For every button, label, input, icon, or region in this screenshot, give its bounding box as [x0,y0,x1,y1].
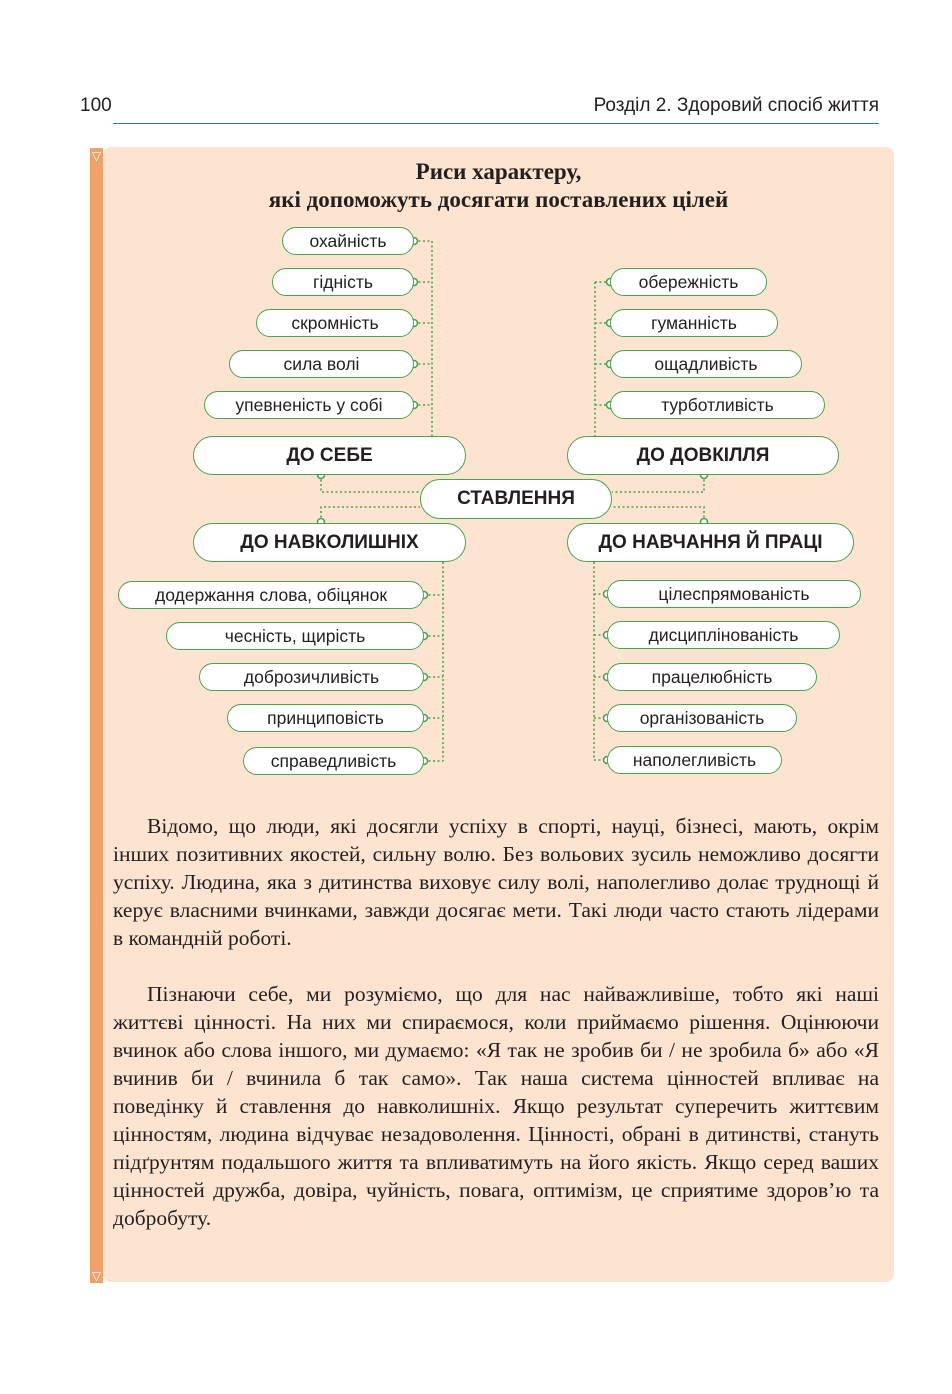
trait-pill: цілеспрямованість [607,580,861,608]
trait-pill: ощадливість [610,350,802,378]
hub-self: ДО СЕБЕ [193,436,466,475]
bar-top-marker-icon: ▽ [91,149,102,163]
paragraph: Пізнаючи себе, ми розуміємо, що для нас найважливіше, тобто які наші життєві цінності. На них ми спираємося, коли приймаємо рішення. Оцінюючи вчинок або слова іншого, ми думаємо: «Я так не зробив би / не зробила б» або «Я вчинив би / вчинила б так само». Так наша система цінностей впливає на поведінку й ставлення до навколишніх. Якщо результат суперечить життєвим цінностям, людина відчуває незадоволення. Цінності, обрані в дитинстві, стануть підґрунтям подальшого життя та впливатимуть на його якість. Якщо серед ваших цінностей дружба, довіра, чуйність, повага, оптимізм, це сприятиме здоров’ю та добробуту. [113,982,879,1230]
hub-others: ДО НАВКОЛИШНІХ [193,523,466,562]
trait-pill: дисциплінованість [607,621,840,649]
trait-pill: справедливість [243,747,424,775]
diagram-title-line1: Риси характеру, [415,159,582,184]
hub-environment: ДО ДОВКІЛЛЯ [567,436,839,475]
trait-pill: принциповість [227,704,424,732]
trait-pill: додержання слова, обіцянок [118,581,424,609]
trait-pill: організованість [607,704,797,732]
trait-pill: гідність [272,268,414,296]
trait-pill: охайність [282,227,414,255]
diagram-title-line2: які допоможуть досягати поставлених цілей [268,187,729,212]
trait-pill: гуманність [610,309,778,337]
trait-pill: турботливість [610,391,825,419]
hub-work: ДО НАВЧАННЯ Й ПРАЦІ [567,523,854,562]
trait-pill: обережність [610,268,767,296]
trait-pill: сила волі [229,350,414,378]
trait-pill: упевненість у собі [204,391,414,419]
trait-pill: працелюбність [607,663,817,691]
trait-pill: доброзичливість [199,663,424,691]
hub-center: СТАВЛЕННЯ [420,479,612,519]
bar-bottom-marker-icon: ▽ [91,1269,102,1283]
paragraph: Відомо, що люди, які досягли успіху в спорті, науці, бізнесі, мають, окрім інших позитивних якостей, сильну волю. Без вольових зусиль неможливо досягти успіху. Людина, яка з дитинства виховує силу волі, наполегливо долає труднощі й керує власними вчинками, завжди досягає мети. Такі люди часто стають лідерами в командній роботі. [113,814,879,950]
trait-pill: чесність, щирість [166,622,424,650]
running-head: Розділ 2. Здоровий спосіб життя [593,95,879,116]
trait-pill: наполегливість [607,746,782,774]
page-number: 100 [80,95,112,116]
trait-pill: скромність [256,309,414,337]
